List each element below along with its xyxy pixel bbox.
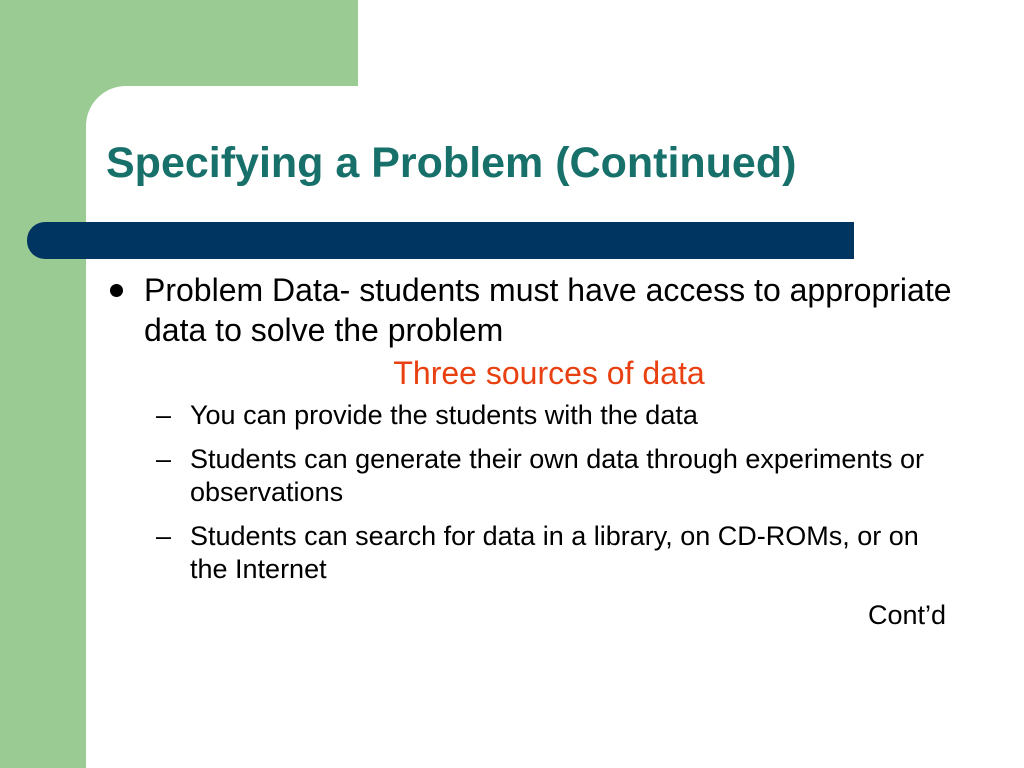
continuation-note: Cont’d bbox=[867, 600, 946, 630]
green-frame-top bbox=[0, 0, 358, 86]
dash-icon: – bbox=[156, 521, 172, 551]
main-bullet-text: Problem Data- students must have access to appropriate data to solve the problem bbox=[144, 272, 952, 348]
sub-bullet-text: You can provide the students with the data bbox=[190, 400, 698, 430]
subheading: Three sources of data bbox=[393, 355, 705, 391]
slide-body bbox=[104, 270, 954, 632]
sub-bullet-text: Students can generate their own data through experiments or observations bbox=[190, 444, 924, 507]
sub-bullet bbox=[104, 520, 954, 586]
slide-title: Specifying a Problem (Continued) bbox=[106, 139, 797, 187]
sub-bullet-text: Students can search for data in a library, on CD-ROMs, or on the Internet bbox=[190, 521, 919, 584]
dash-icon: – bbox=[156, 444, 172, 474]
dash-icon: – bbox=[156, 400, 172, 430]
sub-bullet bbox=[104, 443, 954, 509]
title-rule-bar bbox=[27, 222, 854, 259]
bullet-dot-icon bbox=[110, 284, 123, 297]
green-frame-left bbox=[0, 0, 86, 768]
sub-bullet bbox=[104, 399, 954, 432]
main-bullet bbox=[104, 270, 954, 350]
